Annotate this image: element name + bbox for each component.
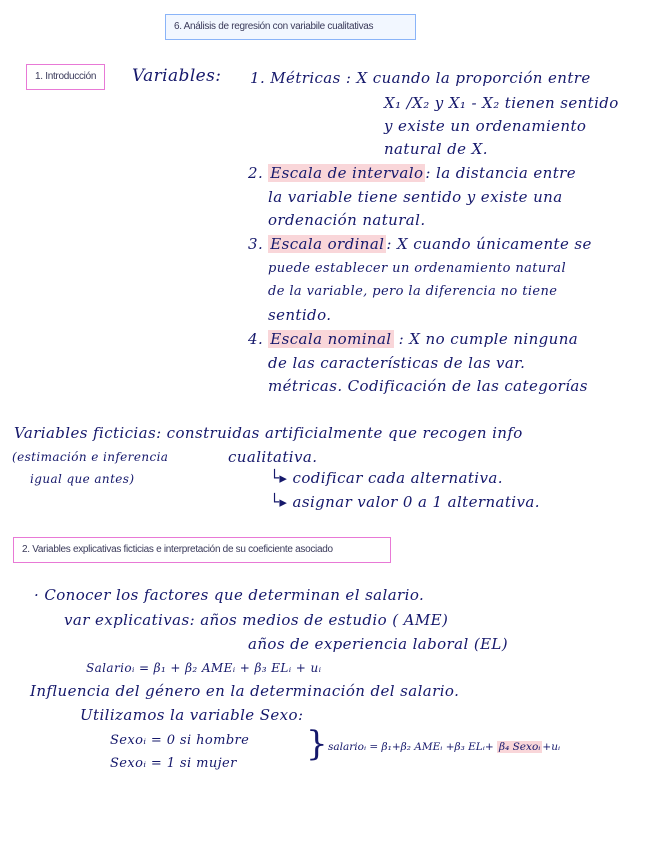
item-2-highlight: Escala de intervalo	[270, 164, 424, 182]
item-1-line-1: 1. Métricas : X cuando la proporción entre	[250, 69, 591, 87]
item-3-highlight: Escala ordinal	[270, 235, 385, 253]
item-4-text: : X no cumple ninguna	[393, 330, 579, 348]
fictitious-vars-step-2: └▸ asignar valor 0 a 1 alternativa.	[270, 493, 540, 511]
section-2-line-2: var explicativas: años medios de estudio ( AME)	[64, 611, 449, 629]
item-1-line-4: natural de X.	[384, 140, 488, 158]
item-1-line-3: y existe un ordenamiento	[384, 117, 587, 135]
sex-coding-female: Sexoᵢ = 1 si mujer	[110, 756, 237, 771]
item-4-line-3: métricas. Codificación de las categorías	[268, 377, 588, 395]
variables-label: Variables:	[132, 66, 222, 86]
item-3-line-4: sentido.	[268, 306, 332, 324]
item-3-line-1	[248, 235, 592, 253]
item-2-line-1	[248, 164, 576, 182]
section-2-line-5: Influencia del género en la determinación del salario.	[30, 682, 460, 700]
fictitious-vars-line-2: (estimación e inferencia	[12, 450, 169, 464]
section-2-line-6: Utilizamos la variable Sexo:	[80, 706, 304, 724]
section-2-line-1: · Conocer los factores que determinan el salario.	[34, 586, 425, 604]
item-4-number: 4.	[248, 330, 269, 348]
item-3-text: : X cuando únicamente se	[386, 235, 592, 253]
section-2-heading: 2. Variables explicativas ficticias e interpretación de su coeficiente asociado	[13, 537, 391, 563]
brace-icon: }	[306, 724, 328, 764]
item-1-line-2: X₁ /X₂ y X₁ - X₂ tienen sentido	[384, 94, 619, 112]
item-3-number: 3.	[248, 235, 269, 253]
item-3-line-3: de la variable, pero la diferencia no tiene	[268, 284, 558, 299]
salary-equation-2	[328, 741, 560, 753]
salary-equation-2-highlight: β₄ Sexoᵢ	[499, 741, 541, 753]
item-3-line-2: puede establecer un ordenamiento natural	[268, 261, 567, 276]
sex-coding-male: Sexoᵢ = 0 si hombre	[110, 733, 250, 748]
item-4-line-2: de las características de las var.	[268, 354, 526, 372]
item-2-number: 2.	[248, 164, 269, 182]
item-2-line-3: ordenación natural.	[268, 211, 426, 229]
fictitious-vars-line-1: Variables ficticias: construidas artificialmente que recogen info	[14, 424, 523, 442]
item-4-highlight: Escala nominal	[270, 330, 392, 348]
page-title: 6. Análisis de regresión con variabile cualitativas	[165, 14, 416, 40]
salary-equation-1: Salarioᵢ = β₁ + β₂ AMEᵢ + β₃ ELᵢ + uᵢ	[86, 661, 322, 675]
fictitious-vars-line-4: igual que antes)	[30, 472, 135, 486]
fictitious-vars-step-1: └▸ codificar cada alternativa.	[270, 469, 503, 487]
fictitious-vars-line-3: cualitativa.	[228, 448, 318, 466]
item-2-line-2: la variable tiene sentido y existe una	[268, 188, 563, 206]
salary-equation-2-main: salarioᵢ = β₁+β₂ AMEᵢ +β₃ ELᵢ+	[328, 741, 497, 753]
item-2-text: : la distancia entre	[425, 164, 576, 182]
section-2-line-3: años de experiencia laboral (EL)	[248, 635, 509, 653]
section-1-heading: 1. Introducción	[26, 64, 105, 90]
item-4-line-1	[248, 330, 578, 348]
salary-equation-2-end: +uᵢ	[542, 741, 561, 753]
